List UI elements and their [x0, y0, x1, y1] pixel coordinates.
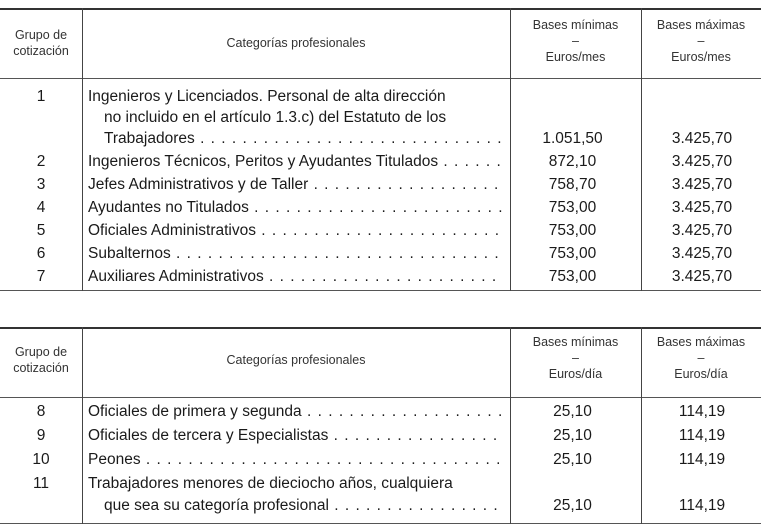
table-row: [0, 220, 761, 242]
table-row: [0, 449, 761, 471]
header-maximas-dash: –: [697, 351, 705, 365]
table-bottom-rule: [0, 290, 761, 291]
row-base-minima: 1.051,50: [542, 130, 603, 147]
row-categoria-line3: Trabajadores . . .: [88, 128, 502, 150]
row-base-minima: 758,70: [548, 176, 597, 193]
header-minimas-dash: –: [572, 34, 579, 48]
row-base-maxima: 114,19: [678, 497, 726, 514]
header-maximas-unit: Euros/mes: [671, 50, 731, 64]
header-minimas-unit: Euros/día: [548, 367, 603, 381]
table-row: [0, 197, 761, 219]
header-categorias: Categorías profesionales: [226, 36, 366, 50]
row-grupo: 9: [36, 427, 46, 444]
header-grupo: [0, 27, 82, 59]
row-categoria: Oficiales de tercera y Especialistas . . .: [88, 425, 502, 447]
table-row: [0, 174, 761, 196]
row-base-minima: 753,00: [548, 268, 597, 285]
row-base-maxima: 114,19: [678, 403, 726, 420]
row-grupo: 1: [36, 88, 46, 105]
header-minimas-line1: Bases mínimas: [532, 18, 619, 32]
row-base-maxima: 3.425,70: [671, 222, 733, 239]
header-maximas-line1: Bases máximas: [656, 18, 746, 32]
table-row: [0, 151, 761, 173]
header-bases-maximas: [641, 334, 761, 382]
header-minimas-dash: –: [572, 351, 579, 365]
row-base-maxima: 114,19: [678, 451, 726, 468]
row-grupo: 4: [36, 199, 46, 216]
row-base-minima: 25,10: [553, 427, 592, 444]
row-categoria: Subalternos . . .: [88, 243, 502, 265]
row-base-maxima: 3.425,70: [671, 130, 733, 147]
row-base-maxima: 3.425,70: [671, 245, 733, 262]
table-top-rule: [0, 8, 761, 10]
row-base-maxima: 3.425,70: [671, 199, 733, 216]
row-base-maxima: 3.425,70: [671, 176, 733, 193]
header-maximas-dash: –: [697, 34, 705, 48]
row-categoria-line2: no incluido en el artículo 1.3.c) del Estatuto de los: [104, 109, 447, 126]
header-categorias: Categorías profesionales: [226, 353, 366, 367]
table-row: [0, 425, 761, 447]
row-grupo: 11: [32, 475, 50, 492]
row-base-minima: 753,00: [548, 245, 597, 262]
header-bases-maximas: [641, 17, 761, 65]
row-base-maxima: 114,19: [678, 427, 726, 444]
row-base-minima: 25,10: [553, 403, 592, 420]
header-bases-minimas: [510, 334, 641, 382]
header-grupo-line1: Grupo de: [14, 345, 68, 359]
row-grupo: 2: [36, 153, 46, 170]
row-categoria: Auxiliares Administrativos . . .: [88, 266, 502, 288]
table-row: [0, 401, 761, 423]
table-bottom-rule: [0, 523, 761, 524]
row-categoria-line2: que sea su categoría profesional . . .: [88, 495, 502, 517]
header-bottom-rule: [0, 78, 761, 79]
table-bases-diarias: [0, 327, 761, 525]
table-row: [0, 243, 761, 265]
header-grupo-line1: Grupo de: [14, 28, 68, 42]
header-bottom-rule: [0, 397, 761, 398]
row-categoria: Peones . . .: [88, 449, 502, 471]
row-categoria: [88, 86, 502, 128]
row-categoria-line1: Ingenieros y Licenciados. Personal de alta dirección: [88, 88, 446, 105]
row-grupo: 8: [36, 403, 46, 420]
row-base-minima: 25,10: [553, 497, 592, 514]
row-base-maxima: 3.425,70: [671, 268, 733, 285]
row-base-minima: 753,00: [548, 199, 597, 216]
row-categoria: Ayudantes no Titulados . . .: [88, 197, 502, 219]
row-categoria: Jefes Administrativos y de Taller . . .: [88, 174, 502, 196]
row-base-minima: 872,10: [548, 153, 597, 170]
row-base-maxima: 3.425,70: [671, 153, 733, 170]
row-categoria: Ingenieros Técnicos, Peritos y Ayudantes Titulados . . .: [88, 151, 502, 173]
row-grupo: 5: [36, 222, 46, 239]
row-base-minima: 25,10: [553, 451, 592, 468]
table-bases-mensuales: [0, 8, 761, 291]
row-grupo: 7: [36, 268, 46, 285]
header-grupo-line2: cotización: [13, 44, 69, 58]
header-grupo-line2: cotización: [13, 361, 69, 375]
table-top-rule: [0, 327, 761, 329]
header-maximas-line1: Bases máximas: [656, 335, 746, 349]
row-grupo: 3: [36, 176, 46, 193]
header-maximas-unit: Euros/día: [674, 367, 728, 381]
header-bases-minimas: [510, 17, 641, 65]
header-minimas-line1: Bases mínimas: [532, 335, 619, 349]
row-grupo: 6: [36, 245, 46, 262]
header-grupo: [0, 344, 82, 376]
row-grupo: 10: [32, 451, 50, 468]
row-categoria: Oficiales Administrativos . . .: [88, 220, 502, 242]
header-minimas-unit: Euros/mes: [545, 50, 606, 64]
row-categoria: Oficiales de primera y segunda . . .: [88, 401, 502, 423]
table-row: [0, 266, 761, 288]
row-categoria-line1: Trabajadores menores de dieciocho años, cualquiera: [88, 475, 453, 492]
row-base-minima: 753,00: [548, 222, 597, 239]
